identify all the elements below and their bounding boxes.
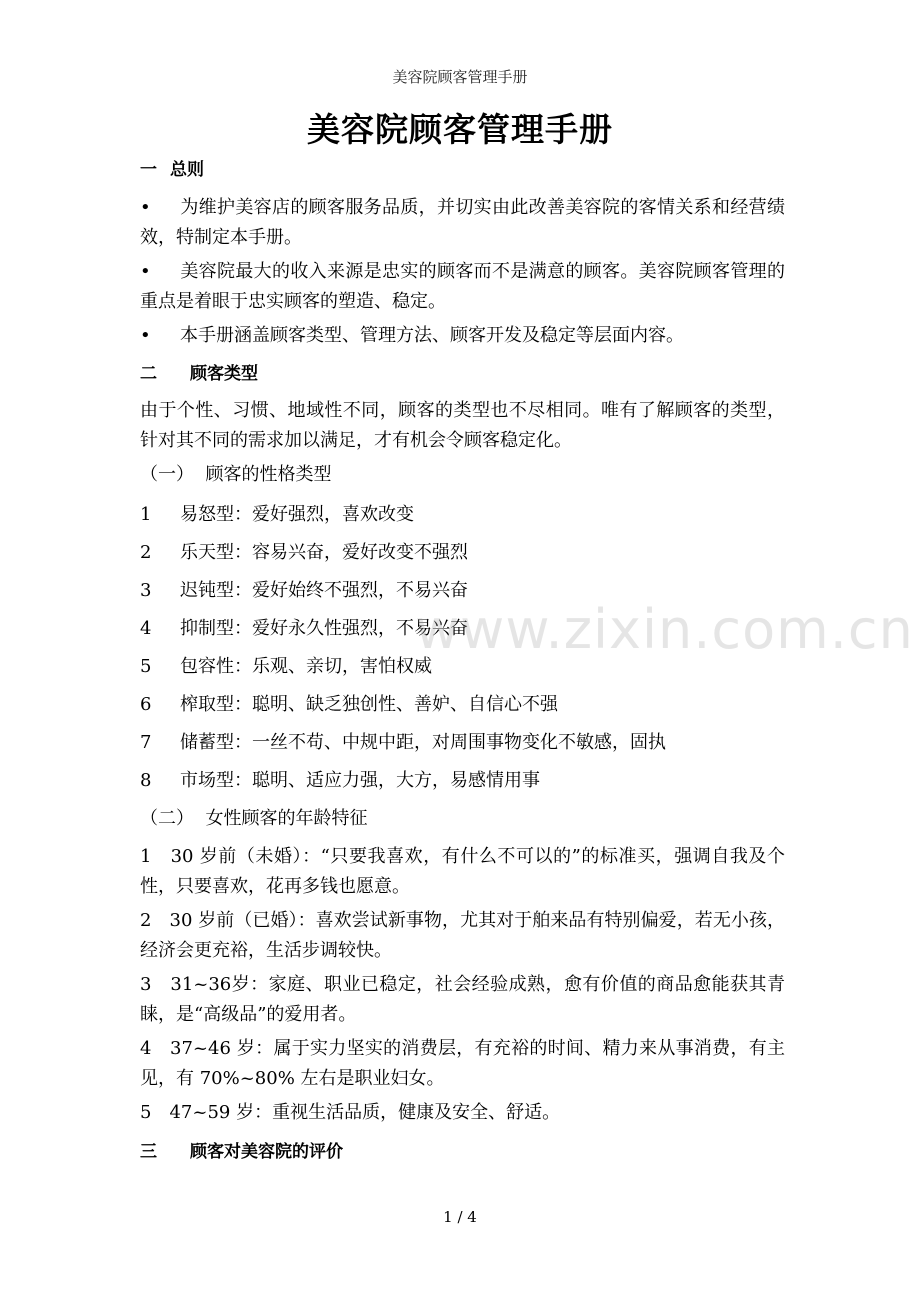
list-number: 6 xyxy=(140,694,152,715)
page-number: 1 / 4 xyxy=(443,1208,477,1226)
bullet-marker: • xyxy=(140,197,151,218)
section-number: 二 xyxy=(140,364,157,384)
list-text: 抑制型：爱好永久性强烈，不易兴奋 xyxy=(180,618,468,639)
age-paragraph: 5 47~59 岁：重视生活品质，健康及安全、舒适。 xyxy=(140,1102,561,1123)
list-number: 3 xyxy=(140,580,152,601)
section-heading-evaluation xyxy=(140,1137,343,1167)
list-item xyxy=(140,500,414,530)
list-text: 榨取型：聪明、缺乏独创性、善妒、自信心不强 xyxy=(180,694,558,715)
subsection-heading-personality xyxy=(140,460,331,490)
list-number: 2 xyxy=(140,542,152,563)
section-heading-general xyxy=(140,155,204,185)
document-title: 美容院顾客管理手册 xyxy=(307,110,613,149)
section-title: 总则 xyxy=(170,160,204,180)
list-text: 易怒型：爱好强烈，喜欢改变 xyxy=(180,504,414,525)
list-number: 1 xyxy=(140,504,152,525)
subsection-title: 顾客的性格类型 xyxy=(205,464,332,485)
list-item xyxy=(140,728,666,758)
bullet-marker: • xyxy=(140,325,151,346)
subsection-heading-age xyxy=(140,804,367,834)
list-item xyxy=(140,766,540,796)
section-heading-customer-types xyxy=(140,359,258,389)
list-text: 乐天型：容易兴奋，爱好改变不强烈 xyxy=(180,542,468,563)
bullet-marker: • xyxy=(140,261,151,282)
age-paragraph: 1 30 岁前（未婚）：“只要我喜欢，有什么不可以的”的标准买，强调自我及个性，只要喜欢，花再多钱也愿意。 xyxy=(140,846,785,897)
watermark: www.zixin.com.cn xyxy=(415,598,914,661)
list-item xyxy=(140,576,468,606)
bullet-paragraph xyxy=(140,321,785,351)
bullet-text: 美容院最大的收入来源是忠实的顾客而不是满意的顾客。美容院顾客管理的重点是着眼于忠实顾客的塑造、稳定。 xyxy=(140,261,785,312)
list-number: 8 xyxy=(140,770,152,791)
list-number: 4 xyxy=(140,618,152,639)
intro-paragraph: 由于个性、习惯、地域性不同，顾客的类型也不尽相同。唯有了解顾客的类型，针对其不同的需求加以满足，才有机会令顾客稳定化。 xyxy=(140,400,785,451)
section-title: 顾客类型 xyxy=(190,364,258,384)
age-paragraph: 2 30 岁前（已婚）：喜欢尝试新事物，尤其对于舶来品有特别偏爱，若无小孩，经济会更充裕，生活步调较快。 xyxy=(140,910,785,961)
section-number: 一 xyxy=(140,160,157,180)
section-number: 三 xyxy=(140,1142,157,1162)
list-text: 市场型：聪明、适应力强，大方，易感情用事 xyxy=(180,770,540,791)
subsection-title: 女性顾客的年龄特征 xyxy=(205,808,368,829)
list-text: 储蓄型：一丝不苟、中规中距，对周围事物变化不敏感，固执 xyxy=(180,732,666,753)
bullet-paragraph xyxy=(140,193,785,253)
bullet-paragraph xyxy=(140,257,785,317)
list-number: 5 xyxy=(140,656,152,677)
list-text: 迟钝型：爱好始终不强烈，不易兴奋 xyxy=(180,580,468,601)
list-item xyxy=(140,538,468,568)
age-paragraph: 4 37~46 岁：属于实力坚实的消费层，有充裕的时间、精力来从事消费，有主见，有 70%~80% 左右是职业妇女。 xyxy=(140,1038,785,1089)
bullet-text: 本手册涵盖顾客类型、管理方法、顾客开发及稳定等层面内容。 xyxy=(180,325,684,346)
list-text: 包容性：乐观、亲切，害怕权威 xyxy=(180,656,432,677)
subsection-number: （二） xyxy=(140,808,194,829)
age-paragraph: 3 31~36岁：家庭、职业已稳定，社会经验成熟，愈有价值的商品愈能获其青睐，是“高级品”的爱用者。 xyxy=(140,974,785,1025)
list-item xyxy=(140,690,558,720)
list-item xyxy=(140,614,468,644)
list-item xyxy=(140,652,432,682)
section-title: 顾客对美容院的评价 xyxy=(190,1142,343,1162)
running-header: 美容院顾客管理手册 xyxy=(392,68,528,86)
bullet-text: 为维护美容店的顾客服务品质，并切实由此改善美容院的客情关系和经营绩效，特制定本手册。 xyxy=(140,197,785,248)
subsection-number: （一） xyxy=(140,464,194,485)
list-number: 7 xyxy=(140,732,152,753)
